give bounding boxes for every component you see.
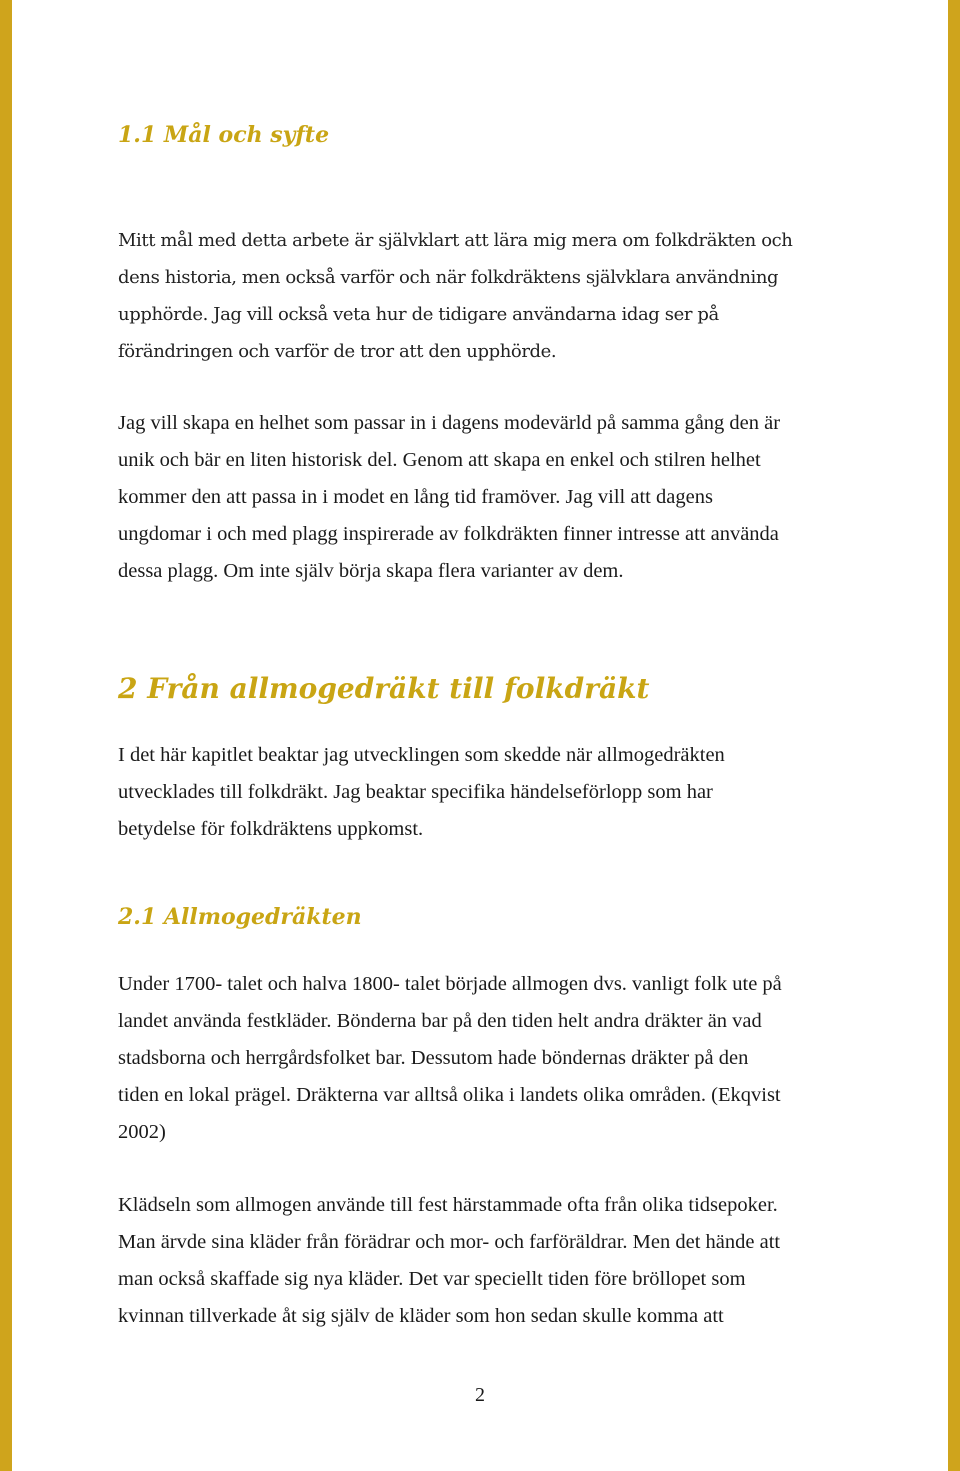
text-line: dessa plagg. Om inte själv börja skapa flera varianter av dem. xyxy=(118,560,624,582)
paragraph-chapter-intro xyxy=(118,737,858,848)
text-line: stadsborna och herrgårdsfolket bar. Dessutom hade böndernas dräkter på den xyxy=(118,1047,749,1069)
paragraph-allmoge-2 xyxy=(118,1187,858,1335)
text-line: Mitt mål med detta arbete är självklart att lära mig mera om folkdräkten och xyxy=(118,230,793,251)
text-line: kvinnan tillverkade åt sig själv de kläder som hon sedan skulle komma att xyxy=(118,1305,724,1327)
text-line: Jag vill skapa en helhet som passar in i dagens modevärld på samma gång den är xyxy=(118,412,781,434)
text-line: unik och bär en liten historisk del. Genom att skapa en enkel och stilren helhet xyxy=(118,449,761,471)
text-line: man också skaffade sig nya kläder. Det var speciellt tiden före bröllopet som xyxy=(118,1268,746,1290)
section-heading-2: 2 Från allmogedräkt till folkdräkt xyxy=(118,672,650,705)
text-line: ungdomar i och med plagg inspirerade av folkdräkten finner intresse att använda xyxy=(118,523,779,545)
text-line: upphörde. Jag vill också veta hur de tidigare användarna idag ser på xyxy=(118,304,719,325)
text-line: betydelse för folkdräktens uppkomst. xyxy=(118,818,424,840)
text-line: förändringen och varför de tror att den upphörde. xyxy=(118,341,557,362)
page-number: 2 xyxy=(475,1384,485,1406)
text-line: 2002) xyxy=(118,1121,166,1143)
paragraph-goal-1 xyxy=(118,222,858,370)
page-border-right xyxy=(948,0,960,1471)
text-line: Klädseln som allmogen använde till fest härstammade ofta från olika tidsepoker. xyxy=(118,1194,778,1216)
paragraph-goal-2 xyxy=(118,405,858,590)
text-line: I det här kapitlet beaktar jag utvecklingen som skedde när allmogedräkten xyxy=(118,744,725,766)
text-line: dens historia, men också varför och när folkdräktens självklara användning xyxy=(118,267,779,288)
page-border-left xyxy=(0,0,12,1471)
section-heading-2-1: 2.1 Allmogedräkten xyxy=(118,904,362,930)
text-line: kommer den att passa in i modet en lång tid framöver. Jag vill att dagens xyxy=(118,486,713,508)
section-heading-1-1: 1.1 Mål och syfte xyxy=(118,122,330,148)
paragraph-allmoge-1 xyxy=(118,966,858,1151)
text-line: Man ärvde sina kläder från förädrar och mor- och farföräldrar. Men det hände att xyxy=(118,1231,781,1253)
text-line: Under 1700- talet och halva 1800- talet började allmogen dvs. vanligt folk ute på xyxy=(118,973,782,995)
text-line: landet använda festkläder. Bönderna bar på den tiden helt andra dräkter än vad xyxy=(118,1010,762,1032)
text-line: utvecklades till folkdräkt. Jag beaktar specifika händelseförlopp som har xyxy=(118,781,713,803)
text-line: tiden en lokal prägel. Dräkterna var alltså olika i landets olika områden. (Ekqvist xyxy=(118,1084,781,1106)
